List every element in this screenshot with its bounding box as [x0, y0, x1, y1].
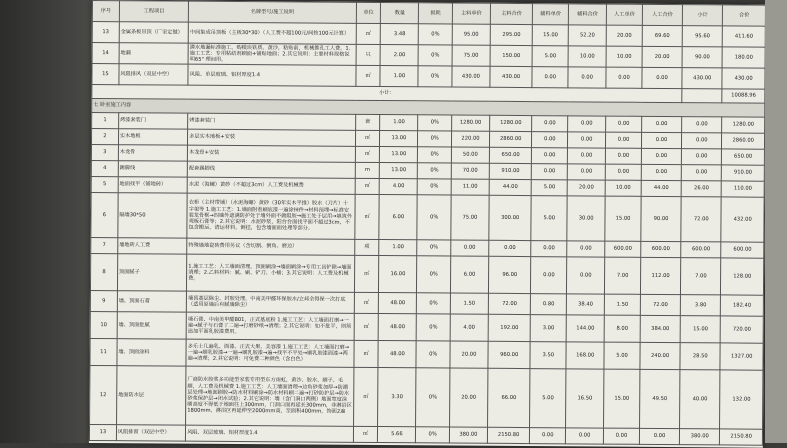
cell-mt: 96.00 — [488, 256, 531, 293]
cell-total: 110.00 — [722, 181, 765, 197]
header-cell: 辅料单价 — [533, 4, 569, 25]
cell-unit: ㎡ — [354, 340, 379, 367]
cell-ap: 5.00 — [531, 196, 567, 241]
cell-no: 13 — [89, 424, 116, 440]
cell-desc: 特殊墙地瓷砖费用另议（含切割、倒角、磨边） — [187, 238, 355, 255]
cell-at: 16.50 — [566, 369, 604, 428]
cell-loss: 0% — [416, 427, 450, 443]
cell-desc: 多乐士几遍乳、面漆、正式大果、美容漆 1.施工工艺：人工墙面打磨→一遍→刷乳胶漆→一遍→刷乳胶漆→遍→找平不平处→刷乳胶漆面漆→两遍→清理；2.其它说明：可免费二种颜色（含白色） — [186, 339, 354, 367]
cell-mp: 430.00 — [452, 66, 490, 87]
cell-at: 144.00 — [566, 315, 604, 342]
cell-ap: 0.00 — [530, 428, 566, 444]
cell-at: 0.00 — [568, 67, 606, 88]
cell-unit: ㎡ — [355, 178, 380, 194]
header-cell: 数量 — [381, 3, 419, 24]
cell-sub: 3.80 — [680, 295, 720, 316]
cell-mt: 2150.80 — [487, 427, 530, 443]
cell-no: 13 — [92, 22, 119, 43]
cell-mp: 220.00 — [451, 131, 489, 147]
cell-ap: 0.00 — [532, 67, 568, 88]
cell-no: 10 — [90, 311, 117, 338]
cell-lt: 20.00 — [642, 46, 682, 67]
cell-no: 9 — [90, 290, 117, 311]
cell-mp: 1280.00 — [452, 115, 490, 131]
section-title: 七 卧室施工内容 — [92, 99, 765, 118]
subtotal-value: 10088.96 — [722, 89, 765, 103]
cell-ap: 5.00 — [532, 46, 568, 67]
cell-no: 12 — [90, 365, 117, 424]
cell-ap: 5.00 — [532, 180, 568, 196]
cell-ap: 3.50 — [530, 342, 566, 369]
cell-mt: 44.00 — [489, 179, 532, 195]
cell-ap: 3.00 — [531, 315, 567, 342]
cell-item: 风阻排风（双层中空） — [119, 64, 188, 85]
subtotal-label: 小计： — [92, 85, 682, 103]
cell-qty: 48.00 — [378, 341, 416, 368]
cell-total: 411.60 — [723, 26, 766, 47]
cell-mp: 6.00 — [450, 256, 488, 293]
cell-qty: 1.00 — [379, 240, 417, 256]
header-cell: 人工合价 — [642, 4, 682, 25]
cell-unit: ㎡ — [355, 130, 380, 146]
cell-lp: 0.00 — [605, 164, 641, 180]
cell-loss: 0% — [418, 131, 452, 147]
cell-lp: 7.00 — [605, 257, 641, 294]
cell-desc: 水泥（海螺）黄砂（不超过3cm）人工费及机械费 — [187, 177, 355, 194]
cell-mt: 66.00 — [487, 368, 530, 427]
cell-mp: 20.00 — [450, 341, 488, 368]
cell-desc: 1.施工工艺：人工墙面清理，顶面刷涂→墙面刷涂→专用工具铲除→墙面清理；2.乙料材料：腻、刷、铲刀、小桶；3.其它说明：人工费及机械费。 — [187, 254, 355, 292]
cell-sub: 26.00 — [681, 181, 721, 197]
cell-qty: 13.00 — [380, 147, 418, 163]
cell-mt: 300.00 — [489, 195, 532, 240]
cell-sub: 7.00 — [681, 258, 721, 295]
cell-at: 30.00 — [567, 196, 605, 241]
cell-mt: 150.00 — [490, 45, 533, 66]
cell-ap: 5.00 — [530, 369, 566, 428]
cell-total: 650.00 — [722, 149, 765, 165]
cell-no: 15 — [92, 64, 119, 85]
cell-no: 14 — [92, 43, 119, 64]
background-left — [0, 0, 92, 443]
cell-total: 720.00 — [721, 316, 764, 343]
cell-mp: 75.00 — [451, 195, 489, 240]
cell-lp: 10.00 — [605, 180, 641, 196]
cell-lt: 0.00 — [642, 67, 682, 88]
cell-desc: 木龙骨+安装 — [188, 145, 356, 162]
cell-unit: ㎡ — [354, 255, 379, 292]
cell-desc: 风阻、双层玻璃、铝材厚度1.4 — [186, 425, 354, 442]
cell-total: 2860.00 — [722, 133, 765, 149]
cell-item: 墙、顶面石膏 — [117, 291, 186, 312]
cell-lt: 384.00 — [640, 315, 680, 342]
cell-mp: 4.00 — [450, 314, 488, 341]
cell-lp: 0.00 — [606, 116, 642, 132]
header-cell: 合价 — [723, 5, 766, 26]
cell-sub: 0.00 — [682, 117, 722, 133]
cell-desc: 墙顶基层除尘、封胶处理，中南美甲醛环保胶水/立邦全得保一次打底（适用原墙后有腻墙除尘） — [186, 291, 354, 313]
cell-at: 10.00 — [568, 46, 606, 67]
cell-unit: ㎡ — [355, 194, 380, 239]
cell-desc: 烤漆套装门 — [188, 113, 356, 130]
cell-mp: 75.00 — [452, 45, 490, 66]
cell-qty: 1.00 — [380, 115, 418, 131]
cell-desc: 风阻、单层玻璃、铝材厚度1.4 — [188, 64, 356, 86]
cell-loss: 0% — [417, 314, 451, 341]
cell-lp: 0.00 — [606, 148, 642, 164]
cell-lp: 600.00 — [605, 241, 641, 257]
header-cell: 工程项目 — [119, 1, 188, 22]
cell-qty: 13.00 — [380, 131, 418, 147]
cell-ap: 0.00 — [531, 241, 567, 257]
cell-no: 6 — [91, 192, 118, 237]
cell-item: 踢脚线 — [118, 161, 187, 177]
header-cell: 人工单价 — [607, 4, 643, 25]
cell-lt: 44.00 — [641, 180, 681, 196]
cell-lp: 20.00 — [606, 25, 642, 46]
cell-lp: 0.00 — [606, 132, 642, 148]
cell-sub: 40.00 — [680, 370, 721, 429]
cell-sub: 600.00 — [681, 242, 721, 258]
cell-no: 3 — [91, 144, 118, 160]
cell-unit: ㎡ — [353, 426, 378, 442]
cell-loss: 0% — [417, 293, 451, 314]
cell-sub: 0.00 — [682, 133, 722, 149]
quotation-sheet — [89, 0, 766, 448]
header-cell: 主料合价 — [490, 3, 533, 24]
cell-loss: 0% — [419, 24, 453, 45]
cell-lt: 90.00 — [641, 196, 682, 241]
cell-desc: 衣柜（主材带铺）（水泥海螺）黄砂（30年实木平推）胶水（刀片）十字架等 1.施工工艺：1.墙面附着刷底漆一遍涂抹件→材料预埋→标准安装龙骨框→四墙外遮满防护处于墙外面不做阻胶→施工处于层用→填筑外观板石膏等；2.其它说明：水泥砂浆，阳台台面找平面不超过3cm，不包含搬运，清运材料，倒挂，包含墙面面处理等部分。 — [187, 193, 355, 239]
cell-mt: 192.00 — [488, 314, 531, 341]
cell-mt: 960.00 — [488, 341, 531, 368]
cell-total: 1280.00 — [722, 117, 765, 133]
cell-qty: 2.00 — [380, 45, 418, 66]
cell-unit: 只 — [356, 44, 381, 65]
cell-total: 180.00 — [722, 47, 765, 68]
header-cell: 损耗 — [419, 3, 453, 24]
cell-mt: 72.00 — [488, 293, 531, 314]
cell-no: 8 — [90, 253, 117, 290]
cell-sub: 0.00 — [681, 165, 721, 181]
table-row — [91, 192, 764, 242]
cell-no: 11 — [90, 338, 117, 365]
cell-sub: 15.00 — [680, 316, 720, 343]
cell-at: 0.00 — [568, 132, 606, 148]
header-cell: 序号 — [92, 1, 119, 22]
cell-qty: 13.00 — [380, 163, 418, 179]
cell-item: 地面防水层 — [116, 366, 186, 425]
cell-total: 432.00 — [721, 197, 764, 242]
cell-item: 烤漆套装门 — [118, 113, 187, 129]
cell-at: 0.00 — [566, 428, 604, 444]
cell-lp: 0.00 — [606, 67, 642, 88]
cell-loss: 0% — [416, 341, 450, 368]
cell-qty: 3.48 — [381, 24, 419, 45]
cell-mt: 2860.00 — [489, 131, 532, 147]
table-row — [89, 424, 762, 445]
table-row — [90, 365, 763, 429]
cell-mt: 1280.00 — [490, 115, 533, 131]
cell-ap: 15.00 — [533, 25, 569, 46]
cell-unit: m — [355, 162, 380, 178]
cell-loss: 0% — [417, 195, 451, 240]
cell-unit: ㎡ — [355, 146, 380, 162]
cell-no: 4 — [91, 160, 118, 176]
cell-at: 0.00 — [568, 116, 606, 132]
cell-item: 隔墙30*50 — [118, 193, 188, 238]
cell-unit: ㎡ — [356, 65, 381, 86]
cell-no: 5 — [91, 176, 118, 192]
cell-lt: 0.00 — [641, 132, 681, 148]
cell-qty: 16.00 — [379, 256, 417, 293]
cell-item: 地漏 — [119, 43, 188, 64]
cell-total: 132.00 — [720, 370, 763, 429]
cell-mt: 295.00 — [490, 24, 533, 45]
cell-no: 7 — [91, 237, 118, 253]
cell-lp: 15.00 — [605, 196, 641, 241]
cell-sub: 95.60 — [682, 26, 722, 47]
cell-total: 182.40 — [721, 295, 764, 316]
cell-desc: 潜水地漏标准施工，购模块铁质、黄沙，粘贴前，机械推孔工人费。1.施工工艺：专用粘结剂刷面+铺贴地面；2.其它说明：主要材料规格说明65" 理间用。 — [188, 43, 356, 65]
cell-mp: 70.00 — [451, 163, 489, 179]
cell-loss: 0% — [418, 66, 452, 87]
header-cell: 小计 — [683, 5, 723, 26]
cell-total: 430.00 — [722, 68, 765, 89]
cell-item: 实木地板 — [118, 129, 187, 145]
cell-loss: 0% — [418, 45, 452, 66]
cell-ap: 0.00 — [532, 116, 568, 132]
cell-lp: 1.50 — [604, 294, 640, 315]
cell-item: 风阻排窗（双层中空） — [116, 425, 185, 441]
quotation-table — [89, 0, 766, 446]
cell-sub: 0.00 — [682, 149, 722, 165]
cell-lp: 10.00 — [606, 46, 642, 67]
background-right — [765, 0, 787, 443]
cell-mp: 11.00 — [451, 179, 489, 195]
cell-mt: 910.00 — [489, 163, 532, 179]
cell-desc: 配套踢脚线 — [187, 161, 355, 178]
cell-lt: 0.00 — [639, 428, 679, 444]
cell-loss: 0% — [418, 115, 452, 131]
cell-loss: 0% — [417, 240, 451, 256]
cell-lt: 72.00 — [640, 294, 680, 315]
header-cell: 辅料合价 — [569, 4, 607, 25]
cell-lt: 0.00 — [642, 116, 682, 132]
cell-qty: 48.00 — [379, 293, 417, 314]
cell-lt: 240.00 — [640, 342, 680, 369]
cell-mp: 380.00 — [449, 427, 487, 443]
cell-no: 1 — [92, 113, 119, 129]
cell-at: 0.00 — [567, 257, 605, 294]
cell-ap: 0.00 — [531, 257, 567, 294]
header-cell: 主料单价 — [452, 3, 490, 24]
cell-unit: 套 — [355, 114, 380, 130]
cell-at: 0.00 — [568, 148, 606, 164]
cell-qty: 5.66 — [378, 427, 416, 443]
cell-at: 52.20 — [568, 25, 606, 46]
cell-sub: 90.00 — [682, 47, 722, 68]
cell-at: 0.00 — [567, 164, 605, 180]
cell-desc: 厂商防水胶浆多功能型家装专用型东方雨虹，黄沙、胶水、刷子、毛刷，人工费及机械费 1.施工工艺：人工墙面清理→边角砂浆加厚→防潮层处理→地面刷胶→防水材料刷涂→防水材料刷二遍→打砂防护层→防水砂浆保护层→闭水试验；2.其它说明：墙（含门洞口两侧）地面宽度涂刷高度不得低于地面往上300mm，门洞口面再延长300mm，非淋浴区1800mm，淋浴区再延伸至2000mm高，至面积400mm，饰面2遍 — [186, 366, 354, 426]
cell-lt: 0.00 — [641, 148, 681, 164]
cell-item: 墙地砖人工费 — [118, 238, 187, 254]
table-row — [90, 253, 763, 295]
cell-sub: 430.00 — [682, 68, 722, 89]
cell-qty: 6.00 — [379, 195, 417, 240]
cell-desc: 多层实木地板+安装 — [188, 129, 356, 146]
cell-loss: 0% — [417, 256, 451, 293]
cell-qty: 48.00 — [379, 314, 417, 341]
cell-unit: ㎡ — [356, 23, 381, 44]
header-cell: 名牌型号/施工说明 — [188, 1, 356, 23]
cell-qty: 3.30 — [378, 368, 416, 427]
cell-unit: ㎡ — [353, 367, 378, 426]
cell-item: 木龙骨 — [118, 145, 187, 161]
cell-mp: 1.50 — [450, 293, 488, 314]
cell-ap: 0.00 — [532, 148, 568, 164]
cell-total: 1327.00 — [720, 343, 763, 370]
cell-lp: 8.00 — [604, 315, 640, 342]
cell-desc: 中间集成吊顶板（主板30*30）（人工费不超100元/间按100元计算） — [188, 22, 356, 44]
cell-at: 168.00 — [566, 342, 604, 369]
cell-loss: 0% — [418, 179, 452, 195]
cell-mp: 0.00 — [451, 240, 489, 256]
cell-sub: 380.00 — [680, 429, 720, 445]
cell-total: 2150.80 — [720, 429, 763, 445]
cell-sub: 72.00 — [681, 197, 722, 242]
cell-item: 地面找平（铺地砖） — [118, 177, 187, 193]
cell-unit: ㎡ — [354, 313, 379, 340]
cell-total: 600.00 — [721, 242, 764, 258]
cell-lt: 600.00 — [641, 241, 681, 257]
cell-lt: 112.00 — [640, 257, 680, 294]
cell-loss: 0% — [418, 147, 452, 163]
cell-mt: 430.00 — [490, 66, 533, 87]
cell-unit: 项 — [355, 239, 380, 255]
cell-lp: 0.00 — [604, 428, 640, 444]
cell-at: 20.00 — [567, 180, 605, 196]
cell-total: 910.00 — [722, 165, 765, 181]
cell-no: 2 — [91, 129, 118, 145]
cell-loss: 0% — [416, 368, 450, 427]
cell-ap: 0.00 — [532, 132, 568, 148]
header-cell: 单位 — [356, 2, 381, 23]
cell-lp: 5.00 — [604, 342, 640, 369]
subtotal-empty — [682, 89, 722, 103]
cell-lt: 0.00 — [641, 164, 681, 180]
cell-qty: 1.00 — [380, 66, 418, 87]
cell-mp: 20.00 — [449, 368, 487, 427]
cell-loss: 0% — [418, 163, 452, 179]
cell-lt: 69.60 — [642, 25, 682, 46]
cell-unit: ㎡ — [354, 292, 379, 313]
cell-mp: 50.00 — [451, 147, 489, 163]
cell-item: 顶面腻子 — [117, 254, 187, 291]
cell-item: 金属条板吊顶（厂家定做） — [119, 22, 188, 43]
cell-lp: 15.00 — [604, 369, 640, 428]
cell-at: 0.00 — [567, 241, 605, 257]
cell-sub: 28.50 — [680, 343, 720, 370]
cell-total: 128.00 — [721, 258, 764, 295]
cell-mp: 95.00 — [452, 24, 490, 45]
cell-ap: 0.00 — [532, 164, 568, 180]
cell-desc: 墙石膏、中南美甲醛801，正式基底粉 1.施工工艺：人工墙面打磨→一遍→腻子与石膏了二遍→打磨砂纸→清理；2.其它说明：如不批平，则须追加平面乳胶漆费用。 — [186, 312, 354, 340]
cell-item: 墙、顶面批腻 — [117, 312, 186, 339]
cell-ap: 0.80 — [531, 294, 567, 315]
cell-item: 墙、顶面涂料 — [117, 339, 186, 366]
cell-qty: 4.00 — [380, 179, 418, 195]
cell-lt: 49.50 — [639, 369, 680, 428]
cell-at: 38.40 — [566, 294, 604, 315]
cell-mt: 0.00 — [489, 240, 532, 256]
cell-mt: 650.00 — [489, 147, 532, 163]
